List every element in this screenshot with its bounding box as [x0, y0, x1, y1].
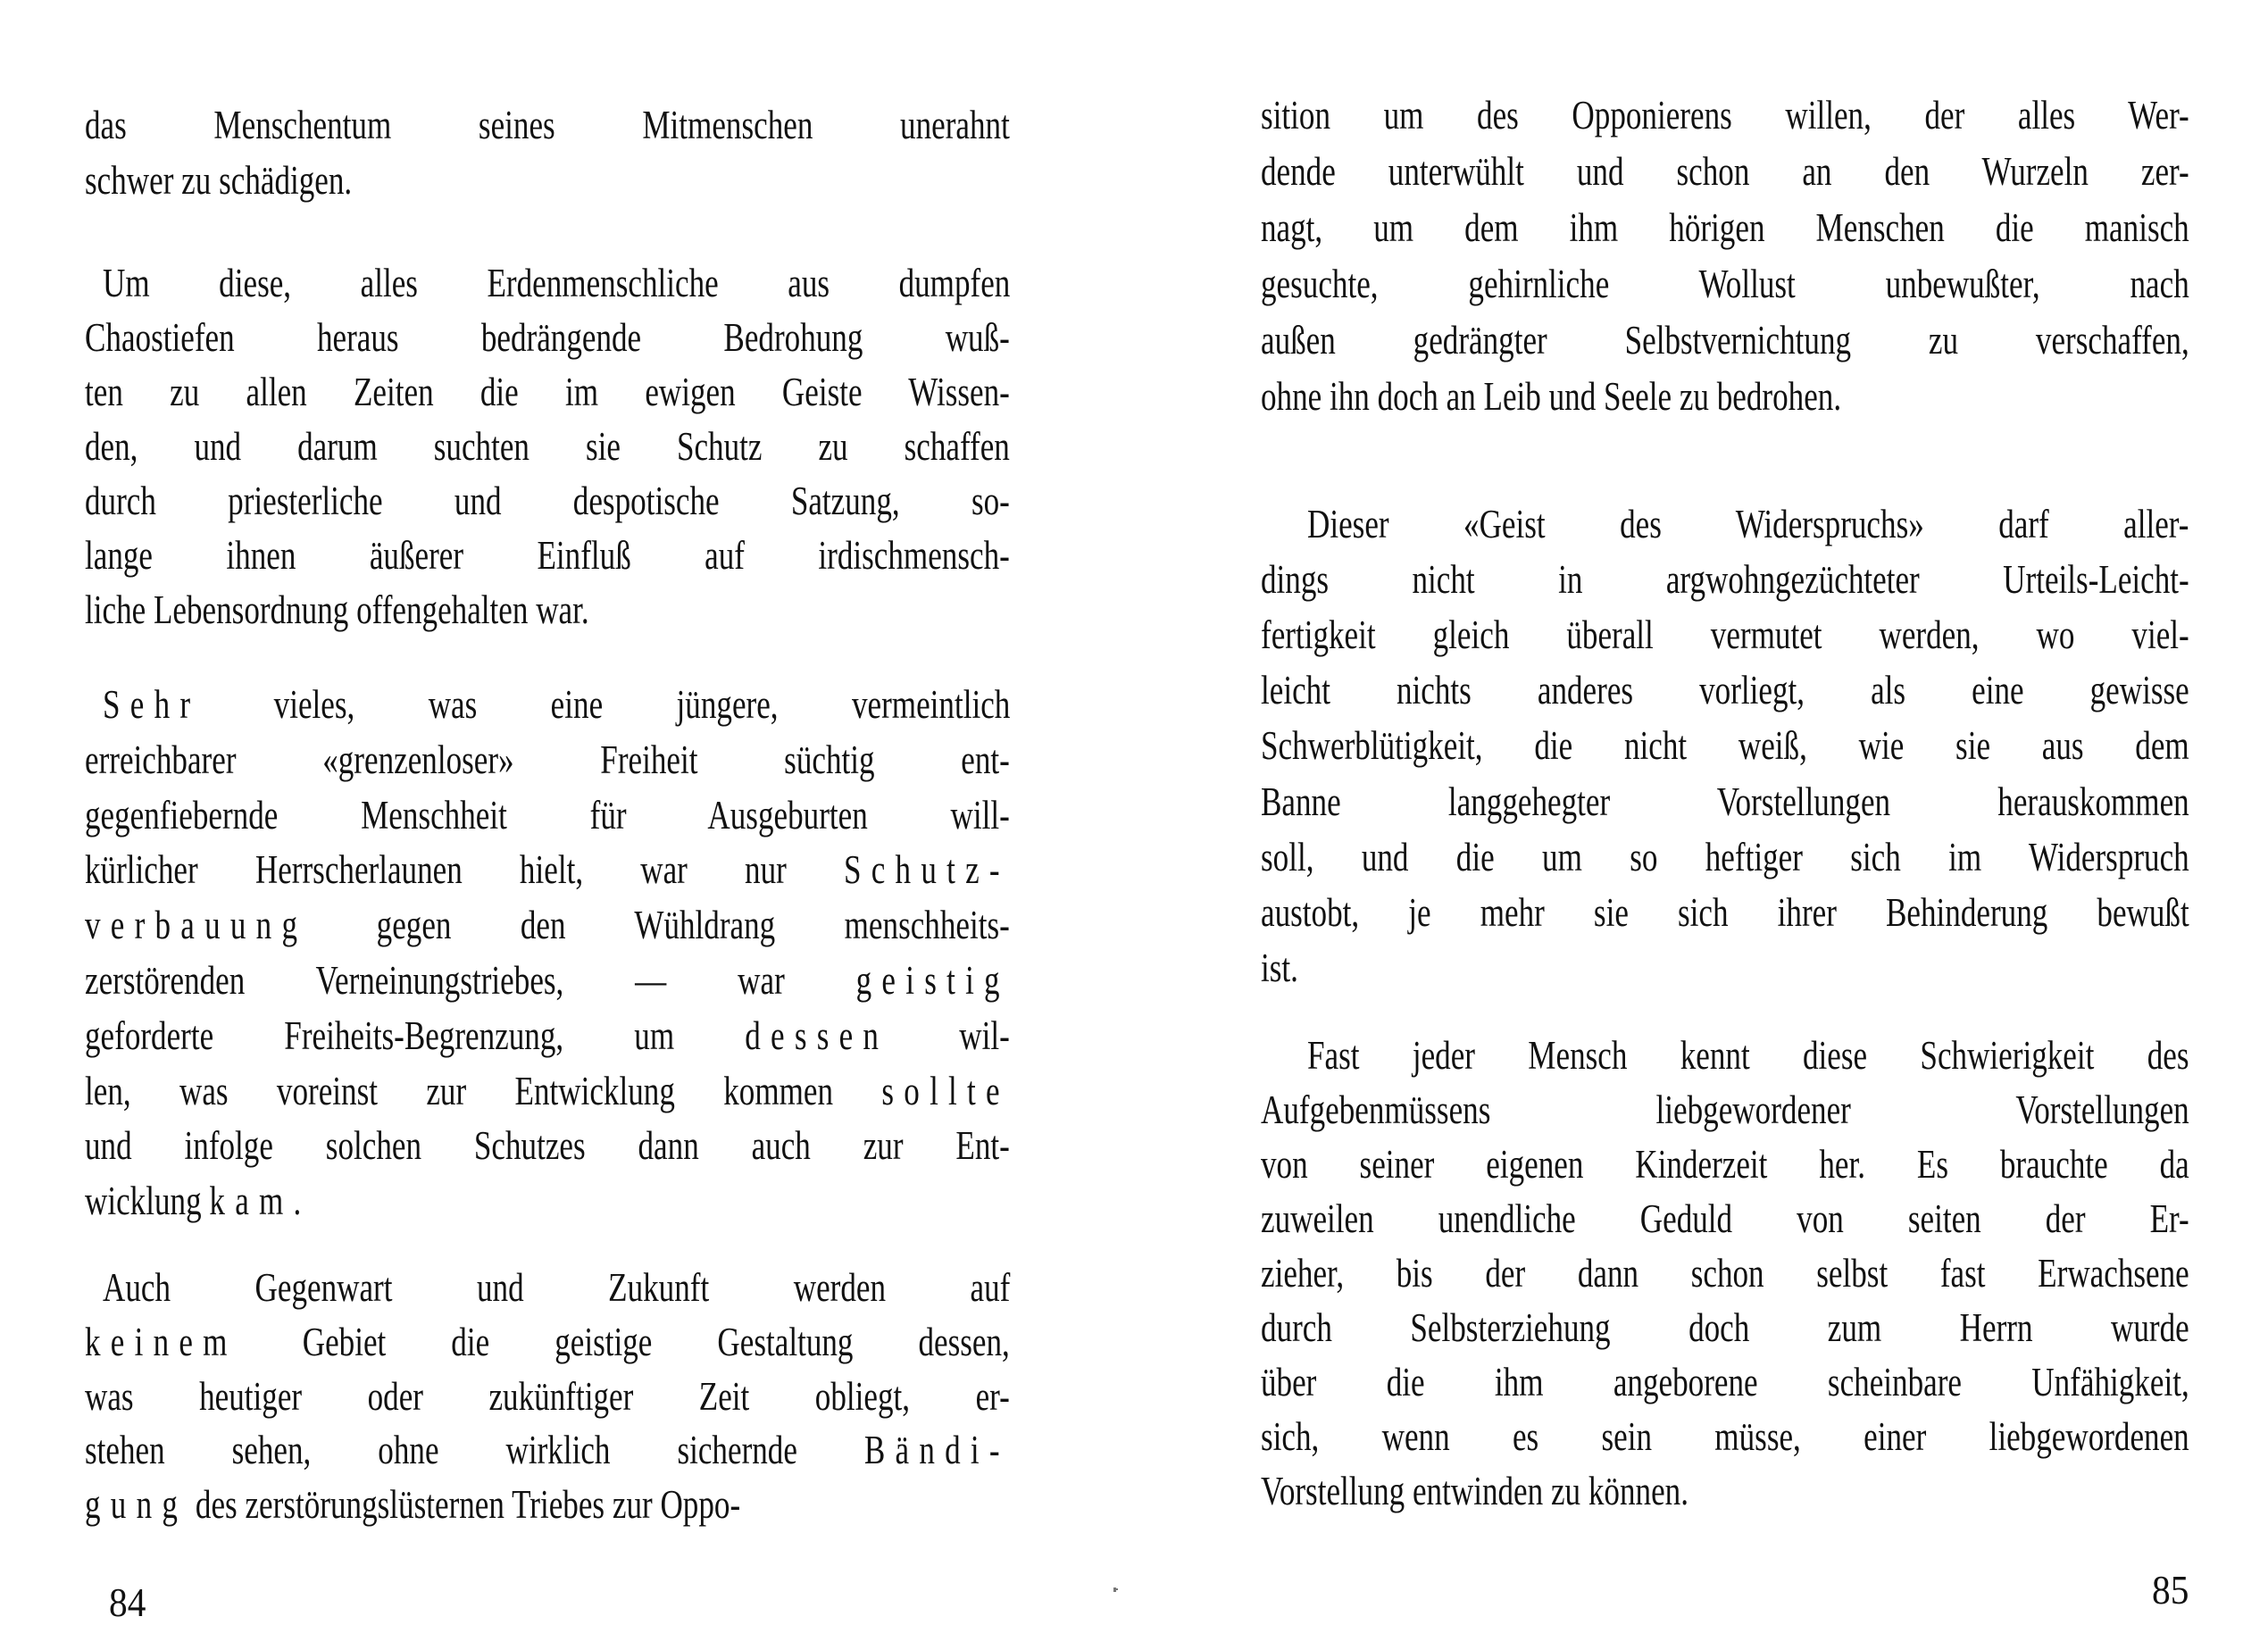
text-line — [85, 788, 1010, 842]
text-segment: Fast jeder Mensch kennt diese Schwierigkeit des — [1307, 1033, 2189, 1078]
emphasized-text: geistig — [855, 958, 1010, 1003]
text-segment: geforderte Freiheits-Begrenzung, um — [85, 1012, 746, 1058]
text-segment: lange ihnen äußerer Einfluß auf irdischmensch- — [85, 533, 1010, 578]
text-segment: durch priesterliche und despotische Satzung, so- — [85, 479, 1010, 523]
text-segment: liche Lebensordnung offengehalten war. — [85, 588, 589, 632]
text-line — [103, 256, 1010, 310]
text-line — [1307, 1029, 2189, 1082]
text-segment: sich, wenn es sein müsse, einer liebgewordenen — [1261, 1414, 2189, 1459]
emphasized-text: Schutz- — [843, 847, 1010, 893]
text-segment: austobt, je mehr sie sich ihrer Behinderung bewußt — [1261, 889, 2189, 935]
text-line — [1261, 1301, 2189, 1354]
text-line — [103, 1261, 1010, 1314]
text-segment: fertigkeit gleich überall vermutet werden, wo viel- — [1261, 612, 2189, 658]
emphasized-text: Sehr — [103, 682, 201, 727]
text-line — [85, 1119, 1010, 1172]
text-segment: was heutiger oder zukünftiger Zeit obliegt, er- — [85, 1373, 1010, 1419]
page-number-right: 85 — [2152, 1567, 2189, 1612]
text-line — [1261, 1246, 2189, 1300]
text-line — [1261, 370, 2189, 423]
text-line — [85, 1009, 1010, 1062]
emphasized-text: kam — [209, 1179, 294, 1224]
text-segment: Dieser «Geist des Widerspruchs» darf aller- — [1307, 502, 2189, 546]
emphasized-text: dessen — [745, 1012, 889, 1058]
text-segment: sition um des Opponierens willen, der alles Wer- — [1261, 93, 2189, 138]
text-segment: Schwerblütigkeit, die nicht weiß, wie sie aus dem — [1261, 723, 2189, 769]
text-line — [85, 1064, 1010, 1118]
text-line — [85, 898, 1010, 952]
text-segment: zuweilen unendliche Geduld von seiten der Er- — [1261, 1196, 2189, 1241]
text-segment: ohne ihn doch an Leib und Seele zu bedrohen. — [1261, 374, 1842, 419]
text-segment: zieher, bis der dann schon selbst fast Erwachsene — [1261, 1251, 2189, 1296]
text-segment: Vorstellung entwinden zu können. — [1261, 1469, 1688, 1513]
text-segment: Banne langgehegter Vorstellungen herauskommen — [1261, 779, 2189, 824]
text-segment: über die ihm angeborene scheinbare Unfähigkeit, — [1261, 1360, 2189, 1404]
text-segment: dende unterwühlt und schon an den Wurzeln zer- — [1261, 149, 2189, 194]
text-line — [1261, 145, 2189, 198]
text-line — [1261, 313, 2189, 367]
text-segment: len, was voreinst zur Entwicklung kommen — [85, 1068, 882, 1113]
text-segment: außen gedrängter Selbstvernichtung zu verschaffen, — [1261, 318, 2189, 362]
text-line — [1261, 553, 2189, 606]
emphasized-text: verbauung — [85, 903, 308, 948]
text-line — [85, 733, 1010, 787]
text-segment: von seiner eigenen Kinderzeit her. Es brauchte da — [1261, 1142, 2189, 1187]
text-segment: Gebiet die geistige Gestaltung dessen, — [237, 1319, 1010, 1364]
text-line — [1261, 719, 2189, 772]
text-line — [85, 365, 1010, 419]
text-line — [1261, 941, 2189, 995]
text-segment: durch Selbsterziehung doch zum Herrn wurde — [1261, 1305, 2189, 1350]
text-segment: gegen den Wühldrang menschheits- — [307, 903, 1010, 948]
text-segment: erreichbarer «grenzenloser» Freiheit süchtig ent- — [85, 737, 1010, 782]
text-segment: . — [293, 1179, 302, 1224]
text-segment: Auch Gegenwart und Zukunft werden auf — [103, 1265, 1011, 1310]
text-segment: wicklung — [85, 1179, 210, 1224]
text-line — [85, 1174, 1010, 1228]
emphasized-text: sollte — [881, 1068, 1010, 1113]
gutter-speck — [1116, 1588, 1118, 1590]
text-line — [1261, 663, 2189, 717]
text-line — [1261, 257, 2189, 311]
text-line — [85, 474, 1010, 528]
text-line — [1261, 1355, 2189, 1409]
text-segment: gegenfiebernde Menschheit für Ausgeburten will- — [85, 792, 1010, 838]
text-line — [1261, 1083, 2189, 1137]
text-line — [85, 843, 1010, 896]
page-number-left: 84 — [109, 1579, 146, 1625]
emphasized-text: Bändi- — [863, 1428, 1010, 1473]
text-line — [1261, 608, 2189, 662]
text-segment: vieles, was eine jüngere, vermeintlich — [200, 682, 1011, 727]
text-line — [1261, 830, 2189, 884]
text-segment: Chaostiefen heraus bedrängende Bedrohung wuß- — [85, 315, 1010, 360]
text-line — [85, 98, 1010, 152]
text-line — [85, 954, 1010, 1007]
text-line — [1261, 1138, 2189, 1191]
text-segment: nagt, um dem ihm hörigen Menschen die manisch — [1261, 205, 2189, 250]
text-line — [85, 1478, 1010, 1531]
text-line — [1307, 497, 2189, 551]
text-segment: und infolge solchen Schutzes dann auch zur Ent- — [85, 1123, 1010, 1169]
text-segment: kürlicher Herrscherlaunen hielt, war nur — [85, 847, 844, 893]
text-segment: Um diese, alles Erdenmenschliche aus dumpfen — [103, 261, 1011, 305]
text-segment: leicht nichts anderes vorliegt, als eine gewisse — [1261, 668, 2189, 713]
text-line — [1261, 886, 2189, 939]
text-line — [85, 1315, 1010, 1369]
text-segment: den, und darum suchten sie Schutz zu schaffen — [85, 424, 1010, 469]
text-line — [85, 311, 1010, 364]
text-line — [1261, 1192, 2189, 1246]
text-segment: soll, und die um so heftiger sich im Widerspruch — [1261, 834, 2189, 879]
emphasized-text: gung — [85, 1482, 188, 1528]
text-segment: ist. — [1261, 945, 1298, 990]
text-line — [85, 1423, 1010, 1477]
right-page — [1134, 0, 2268, 1625]
text-segment: stehen sehen, ohne wirklich sichernde — [85, 1428, 864, 1473]
text-segment: das Menschentum seines Mitmenschen unerahnt — [85, 103, 1010, 147]
text-line — [1261, 1464, 2189, 1518]
text-line — [85, 583, 1010, 637]
text-line — [1261, 775, 2189, 829]
text-line — [85, 154, 1010, 207]
text-segment: wil- — [888, 1012, 1010, 1058]
text-line — [85, 529, 1010, 582]
emphasized-text: keinem — [85, 1319, 238, 1364]
text-line — [85, 1370, 1010, 1423]
text-segment: ten zu allen Zeiten die im ewigen Geiste Wissen- — [85, 370, 1010, 414]
text-segment: zerstörenden Verneinungstriebes, — war — [85, 958, 856, 1003]
text-segment: schwer zu schädigen. — [85, 158, 353, 203]
text-line — [85, 420, 1010, 473]
text-line — [1261, 88, 2189, 142]
text-segment: dings nicht in argwohngezüchteter Urteils-Leicht- — [1261, 557, 2189, 603]
text-segment: des zerstörungslüsternen Triebes zur Oppo- — [188, 1482, 741, 1528]
text-segment: gesuchte, gehirnliche Wollust unbewußter, nach — [1261, 262, 2189, 306]
text-segment: Aufgebenmüssens liebgewordener Vorstellungen — [1261, 1088, 2189, 1132]
text-line — [1261, 201, 2189, 254]
text-line — [103, 678, 1010, 731]
text-line — [1261, 1410, 2189, 1463]
